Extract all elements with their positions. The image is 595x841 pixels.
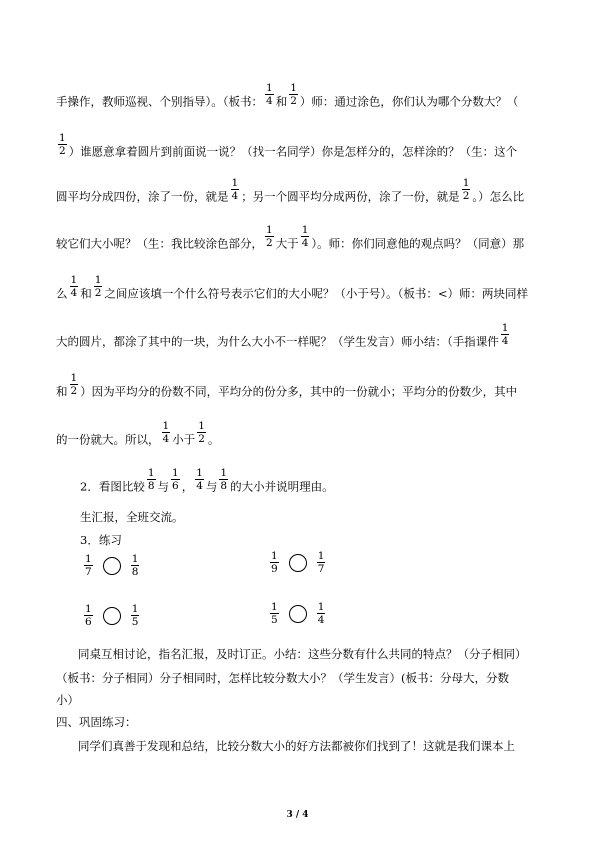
fraction-one-eighth (131, 553, 140, 578)
compare-exercise-1 (82, 553, 141, 578)
denominator: 5 (131, 616, 139, 628)
text-segment: 2．看图比较 (80, 479, 145, 494)
text-segment: 大的圆片，都涂了其中的一块，为什么大小不一样呢？（学生发言）师小结：（手指课件 (56, 334, 499, 349)
denominator: 2 (94, 287, 102, 299)
answer-circle[interactable] (289, 554, 307, 572)
numerator: 1 (231, 177, 239, 189)
fraction-one-eighth (219, 467, 228, 492)
numerator: 1 (172, 467, 179, 479)
denominator: 8 (131, 566, 139, 578)
fraction-one-half (289, 82, 298, 107)
denominator: 4 (162, 433, 170, 445)
text-segment: ）。师：你们同意他的观点吗？（同意）那 (311, 236, 525, 251)
text-segment: ）师：通过涂色，你们认为哪个分数大？（ (299, 94, 519, 109)
fraction-one-sixth (171, 467, 180, 492)
numerator: 1 (462, 177, 470, 189)
fraction-one-quarter (231, 177, 240, 202)
paragraph-line-9 (80, 467, 334, 500)
fraction-one-eighth (147, 467, 156, 492)
text-segment: 小于 (172, 432, 196, 447)
paragraph-line-13: （板书：分子相同）分子相同时，怎样比较分数大小？（学生发言）(板书：分母大，分数 (56, 671, 509, 685)
compare-exercise-4 (268, 601, 327, 626)
denominator: 4 (501, 335, 509, 347)
denominator: 2 (198, 433, 205, 445)
fraction-one-quarter (317, 601, 326, 626)
fraction-one-seventh (84, 553, 93, 578)
numerator: 1 (147, 467, 155, 479)
compare-exercise-3 (82, 603, 141, 628)
fraction-one-half (58, 132, 67, 157)
denominator: 2 (290, 95, 297, 107)
fraction-one-sixth (84, 603, 93, 628)
text-segment: 。 (207, 432, 220, 447)
numerator: 1 (317, 601, 325, 613)
paragraph-line-16: 同学们真善于发现和总结，比较分数大小的好方法都被你们找到了！这就是我们课本上 (78, 739, 515, 753)
numerator: 1 (85, 603, 92, 615)
fraction-one-quarter (162, 420, 171, 445)
denominator: 4 (317, 614, 325, 626)
fraction-one-quarter (70, 274, 79, 299)
denominator: 8 (147, 480, 155, 492)
text-segment: 的一份就大。所以， (56, 432, 160, 447)
denominator: 2 (70, 385, 78, 397)
fraction-one-half (462, 177, 471, 202)
paragraph-line-8 (56, 420, 220, 453)
text-segment: ， (181, 479, 194, 494)
section-heading-consolidation: 四、巩固练习： (56, 715, 137, 729)
numerator: 1 (220, 467, 228, 479)
fraction-one-quarter (195, 467, 204, 492)
numerator: 1 (70, 274, 78, 286)
answer-circle[interactable] (103, 557, 121, 575)
text-segment: ）谁愿意拿着圆片到前面说一说？（找一名同学）你是怎样分的，怎样涂的？（生：这个 (68, 144, 518, 159)
answer-circle[interactable] (289, 605, 307, 623)
numerator: 1 (70, 372, 78, 384)
text-segment: 大于 (275, 236, 299, 251)
fraction-one-quarter (501, 322, 510, 347)
denominator: 8 (220, 480, 228, 492)
paragraph-line-4 (56, 224, 525, 257)
denominator: 4 (266, 95, 273, 107)
denominator: 2 (59, 145, 66, 157)
fraction-one-half (197, 420, 206, 445)
denominator: 7 (317, 563, 325, 575)
text-segment: 圆平均分成四份，涂了一份，就是 (56, 189, 229, 204)
section-heading-practice: 3．练习 (80, 533, 122, 547)
text-segment: 和 (80, 286, 92, 301)
paragraph-line-2 (56, 132, 518, 165)
fraction-one-ninth (270, 550, 279, 575)
numerator: 1 (290, 82, 297, 94)
answer-circle[interactable] (103, 607, 121, 625)
paragraph-line-3 (56, 177, 525, 210)
fraction-one-half (70, 372, 79, 397)
numerator: 1 (271, 601, 278, 613)
fraction-one-half (265, 224, 274, 249)
denominator: 7 (85, 566, 92, 578)
numerator: 1 (162, 420, 170, 432)
text-segment: 与 (205, 479, 218, 494)
fraction-one-quarter (301, 224, 310, 249)
denominator: 4 (196, 480, 203, 492)
text-segment: ；另一个圆平均分成两份，涂了一份，就是 (241, 189, 460, 204)
denominator: 2 (462, 190, 470, 202)
denominator: 4 (70, 287, 78, 299)
denominator: 4 (301, 237, 309, 249)
text-segment: 。）怎么比 (472, 189, 525, 204)
numerator: 1 (94, 274, 102, 286)
denominator: 4 (231, 190, 239, 202)
text-segment: ）因为平均分的份数不同，平均分的份分多，其中的一份就小；平均分的份数少，其中 (80, 384, 518, 399)
denominator: 6 (172, 480, 179, 492)
paragraph-line-12: 同桌互相讨论，指名汇报，及时订正。小结：这些分数有什么共同的特点？（分子相同） (78, 647, 527, 661)
denominator: 5 (271, 614, 278, 626)
numerator: 1 (266, 82, 273, 94)
paragraph-line-14: 小） (56, 693, 79, 707)
paragraph-line-10: 生汇报，全班交流。 (80, 510, 184, 524)
paragraph-line-6 (56, 322, 511, 355)
numerator: 1 (271, 550, 278, 562)
denominator: 2 (266, 237, 273, 249)
numerator: 1 (131, 553, 139, 565)
page-number: 3 / 4 (286, 810, 309, 820)
denominator: 9 (271, 563, 278, 575)
denominator: 6 (85, 616, 92, 628)
text-segment: 之间应该填一个什么符号表示它们的大小呢？（小于号）。（板书：<）师：两块同样 (104, 286, 529, 301)
text-segment: 较它们大小呢？（生：我比较涂色部分， (56, 236, 263, 251)
fraction-one-seventh (317, 550, 326, 575)
fraction-one-fifth (270, 601, 279, 626)
text-segment: 和 (275, 94, 288, 109)
fraction-one-quarter (265, 82, 274, 107)
paragraph-line-1 (56, 82, 519, 115)
text-segment: 与 (157, 479, 170, 494)
compare-exercise-2 (268, 550, 327, 575)
fraction-one-fifth (131, 603, 140, 628)
text-segment: 的大小并说明理由。 (230, 479, 334, 494)
paragraph-line-7 (56, 372, 518, 405)
text-segment: 手操作，教师巡视、个别指导）。（板书： (56, 94, 263, 109)
numerator: 1 (59, 132, 66, 144)
numerator: 1 (501, 322, 509, 334)
text-segment: 和 (56, 384, 68, 399)
fraction-one-half (94, 274, 103, 299)
numerator: 1 (198, 420, 205, 432)
paragraph-line-5 (56, 274, 529, 307)
numerator: 1 (317, 550, 325, 562)
numerator: 1 (85, 553, 92, 565)
numerator: 1 (301, 224, 309, 236)
text-segment: 么 (56, 286, 68, 301)
numerator: 1 (131, 603, 139, 615)
numerator: 1 (196, 467, 203, 479)
numerator: 1 (266, 224, 273, 236)
